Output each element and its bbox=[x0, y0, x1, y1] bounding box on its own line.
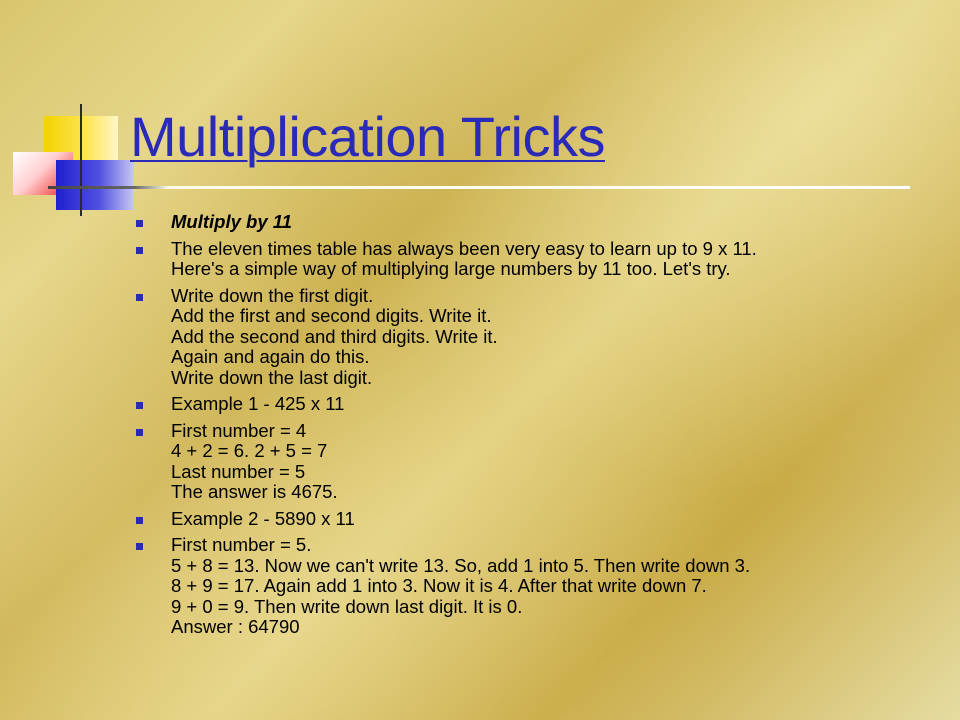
bullet-line: Last number = 5 bbox=[171, 460, 306, 482]
bullet-list bbox=[132, 212, 932, 644]
bullet-item bbox=[132, 535, 932, 638]
bullet-line: 4 + 2 = 6. 2 + 5 = 7 bbox=[171, 440, 328, 461]
square-bullet-icon bbox=[136, 517, 143, 524]
square-bullet-icon bbox=[136, 247, 143, 254]
bullet-line: First number = 4 bbox=[171, 419, 307, 441]
bullet-line: 9 + 0 = 9. Then write down last digit. It is 0. bbox=[171, 595, 523, 617]
bullet-line: Write down the last digit. bbox=[171, 366, 373, 388]
bullet-item bbox=[132, 421, 932, 503]
bullet-item bbox=[132, 394, 932, 415]
square-bullet-icon bbox=[136, 543, 143, 550]
bullet-line: Add the second and third digits. Write it. bbox=[171, 325, 498, 347]
bullet-line: Add the first and second digits. Write it. bbox=[171, 305, 492, 326]
square-bullet-icon bbox=[136, 402, 143, 409]
bullet-line: Multiply by 11 bbox=[171, 211, 292, 232]
bullet-line: First number = 5. bbox=[171, 534, 312, 555]
bullet-item bbox=[132, 212, 932, 233]
slide-title: Multiplication Tricks bbox=[130, 105, 605, 168]
bullet-line: Answer : 64790 bbox=[171, 616, 300, 637]
bullet-item bbox=[132, 286, 932, 389]
square-bullet-icon bbox=[136, 220, 143, 227]
bullet-line: Example 2 - 5890 x 11 bbox=[171, 507, 355, 529]
bullet-item bbox=[132, 509, 932, 530]
bullet-item bbox=[132, 239, 932, 280]
bullet-line: 8 + 9 = 17. Again add 1 into 3. Now it is 4. After that write down 7. bbox=[171, 575, 707, 596]
square-bullet-icon bbox=[136, 429, 143, 436]
logo-blue-square-icon bbox=[56, 160, 134, 210]
logo-vertical-line bbox=[80, 104, 82, 216]
bullet-line: Here's a simple way of multiplying large numbers by 11 too. Let's try. bbox=[171, 258, 731, 279]
bullet-line: The eleven times table has always been very easy to learn up to 9 x 11. bbox=[171, 237, 757, 259]
bullet-line: 5 + 8 = 13. Now we can't write 13. So, add 1 into 5. Then write down 3. bbox=[171, 554, 751, 576]
bullet-line: The answer is 4675. bbox=[171, 481, 338, 502]
bullet-line: Write down the first digit. bbox=[171, 284, 374, 306]
title-divider bbox=[48, 186, 910, 189]
bullet-line: Example 1 - 425 x 11 bbox=[171, 393, 345, 414]
bullet-line: Again and again do this. bbox=[171, 346, 370, 367]
square-bullet-icon bbox=[136, 294, 143, 301]
